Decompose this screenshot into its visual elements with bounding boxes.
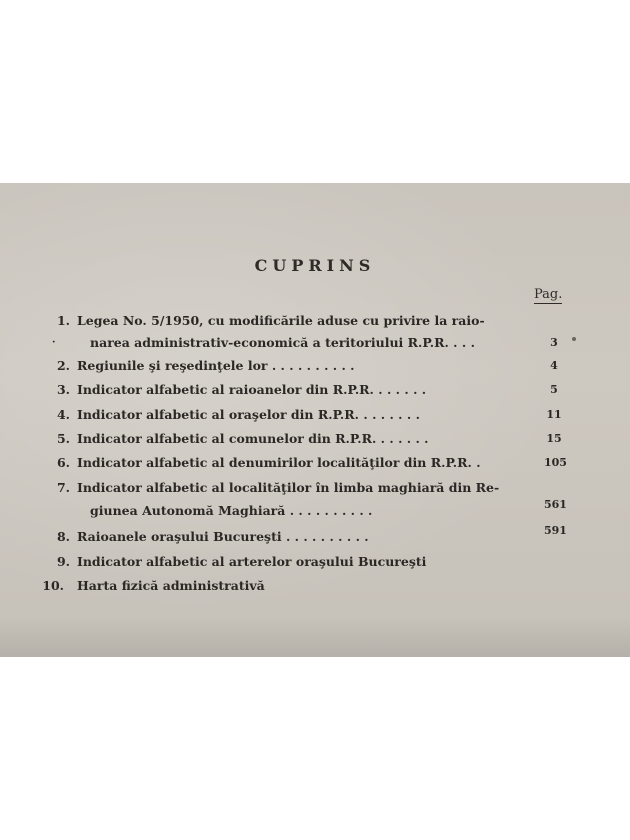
toc-entry-text: Indicator alfabetic al localităţilor în limba maghiară din Re- (77, 480, 500, 495)
toc-entry-number: 9. (56, 554, 70, 569)
toc-entry-text: Indicator alfabetic al denumirilor localităţilor din R.P.R. . (77, 455, 481, 470)
toc-entry-number: 3. (56, 382, 70, 397)
toc-entry-text: Indicator alfabetic al comunelor din R.P.R. . . . . . . (77, 431, 429, 446)
toc-entry-page: 105 (544, 456, 567, 469)
toc-entry-page: 591 (544, 524, 567, 537)
toc-entry-number: 6. (56, 455, 70, 470)
toc-entry-number: 5. (56, 431, 70, 446)
page-column-header: Pag. (534, 287, 563, 302)
toc-entry-number: 10. (42, 578, 64, 593)
toc-entry-page: 15 (546, 432, 562, 445)
toc-entry-page: 4 (550, 359, 558, 372)
toc-entry-text: Legea No. 5/1950, cu modificările aduse cu privire la raio- (77, 313, 485, 328)
toc-entry-number: 7. (56, 480, 70, 495)
toc-entry-number: 4. (56, 407, 70, 422)
ink-spot (572, 337, 576, 341)
book-page: CUPRINS Pag. 1. Legea No. 5/1950, cu modificările aduse cu privire la raio- · narea administrativ-economică a teritoriului R.P.R. . . . 3 2. Regiunile şi reşedinţele lor . . . . . . . . . . 4 3. Indicator alfabetic al raioanelor din R.P.R. . . . . . . 5 4. Indicator alfabetic al oraşelor din R.P.R. . . . . . . . 11 5. Indicator alfabetic al comunelor din R.P.R. . . . . . . 15 6. Indicator alfabetic al denumirilor localităţilor din R.P.R. . 105 7. Indicator alfabetic al localităţilor în limba maghiară din Re- giunea Autonomă Maghiară . . . . . . . . . . 561 8. Raioanele oraşului Bucureşti . . . . . . . . . . 591 9. Indicator alfabetic al arterelor oraşului Bucureşti 10. Harta fizică administrativă (0, 183, 630, 657)
toc-entry-number: 2. (56, 358, 70, 373)
page-title: CUPRINS (254, 256, 376, 275)
toc-entry-number: 1. (56, 313, 70, 328)
toc-entry-text: giunea Autonomă Maghiară . . . . . . . . . . (90, 503, 373, 518)
toc-entry-text: Indicator alfabetic al raioanelor din R.P.R. . . . . . . (77, 382, 427, 397)
toc-entry-text: Regiunile şi reşedinţele lor . . . . . . . . . . (77, 358, 355, 373)
toc-entry-text: Harta fizică administrativă (77, 578, 265, 593)
toc-entry-page: 3 (550, 336, 558, 349)
toc-entry-text: Indicator alfabetic al oraşelor din R.P.R. . . . . . . . (77, 407, 420, 422)
toc-entry-number: 8. (56, 529, 70, 544)
toc-entry-text: narea administrativ-economică a teritoriului R.P.R. . . . (90, 335, 475, 350)
toc-entry-text: Raioanele oraşului Bucureşti . . . . . . . . . . (77, 529, 369, 544)
toc-entry-page: 561 (544, 498, 567, 511)
toc-entry-page: 11 (546, 408, 562, 421)
toc-entry-page: 5 (550, 383, 558, 396)
toc-entry-text: Indicator alfabetic al arterelor oraşului Bucureşti (77, 554, 427, 569)
